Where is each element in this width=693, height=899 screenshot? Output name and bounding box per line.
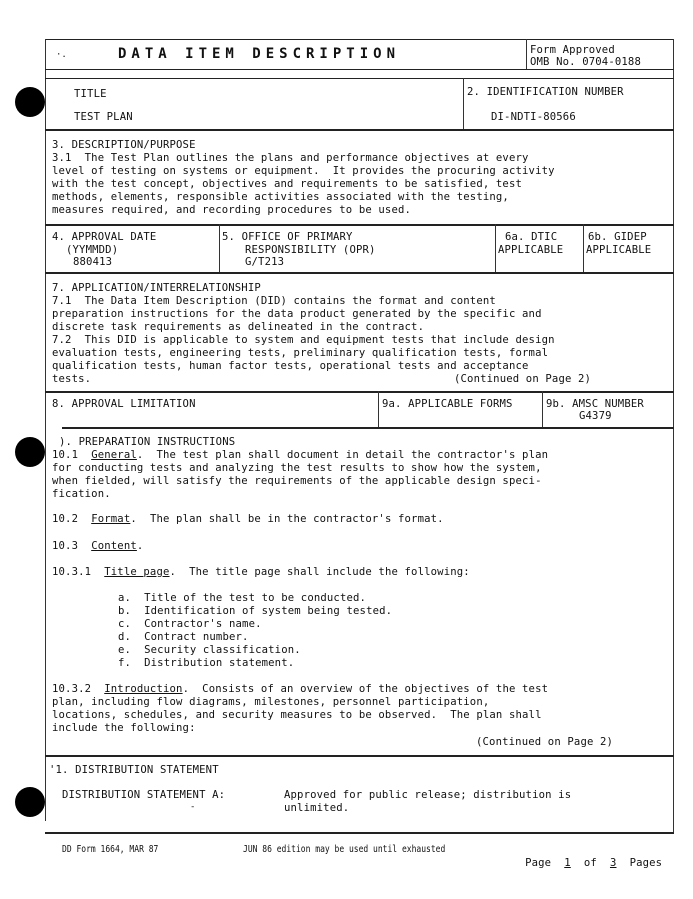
paragraph-10-1-body [52,462,542,501]
opr-label-2: RESPONSIBILITY (OPR) [245,244,376,256]
para-heading: General [91,449,137,461]
distribution-statement-text-1: Approved for public release; distribution is [284,789,572,801]
gidep-applicable-label: 6b. GIDEP [588,231,647,243]
para-text: . The test plan shall document in detail the contractor's plan [136,449,549,461]
punch-hole [15,787,45,817]
text-line: tests. [52,373,92,385]
text-line: preparation instructions for the data product generated by the specific and [52,308,542,320]
text-line: for conducting tests and analyzing the test results to show how the system, [52,462,542,474]
opr-value: G/T213 [245,256,285,268]
para-text: . [136,540,144,552]
text-line: methods, elements, responsible activities associated with the testing, [52,191,509,203]
text-line: qualification tests, human factor tests, operational tests and acceptance [52,360,529,372]
amsc-number-label: 9b. AMSC NUMBER [546,398,644,410]
text-line: when fielded, will satisfy the requirements of the applicable design speci- [52,475,542,487]
text-line: level of testing on systems or equipment. It provides the procuring activity [52,165,555,177]
of-word: of [583,857,597,869]
frame-right-line [673,39,674,834]
paragraph-10-1 [52,449,548,462]
text-line: 7.2 This DID is applicable to system and equipment tests that include design [52,334,555,346]
list-item: e. Security classification. [118,644,301,656]
text-line: discrete task requirements as delineated in the contract. [52,321,425,333]
list-item: f. Distribution statement. [118,657,295,669]
page-total: 3 [609,857,617,869]
continued-note: (Continued on Page 2) [454,373,592,385]
text-line: 7.1 The Data Item Description (DID) contains the format and content [52,295,496,307]
title-value: TEST PLAN [74,111,133,123]
title-label: TITLE [74,88,107,100]
divider [45,69,674,70]
identification-number-label: 2. IDENTIFICATION NUMBER [467,86,624,98]
opr-label: 5. OFFICE OF PRIMARY [222,231,353,243]
divider [583,224,584,272]
title-page-items [118,592,392,670]
header-dot: ·. [56,50,67,60]
frame-bottom-line [45,832,674,834]
divider [378,391,379,427]
form-approved-line1: Form Approved [530,44,615,56]
text-line: locations, schedules, and security measures to be observed. The plan shall [52,709,542,721]
page-word: Page [525,857,552,869]
distribution-statement-label: '1. DISTRIBUTION STATEMENT [49,764,219,776]
page-number: 1 [564,857,571,869]
divider [219,224,220,272]
para-number: 10.3.1 [52,566,92,578]
paragraph-10-3-2 [52,683,548,696]
para-heading: Content [91,540,137,552]
divider [45,129,674,131]
edition-note: JUN 86 edition may be used until exhausted [243,843,446,855]
dtic-applicable-label: 6a. DTIC [505,231,558,243]
frame-left-line [45,39,46,821]
para-heading: Format [91,513,131,525]
divider [45,272,674,274]
frame-top-line [45,39,674,40]
divider [495,224,496,272]
applicable-forms-label: 9a. APPLICABLE FORMS [382,398,513,410]
text-line: 3.1 The Test Plan outlines the plans and performance objectives at every [52,152,529,164]
dash-mark: - [190,802,196,812]
form-id: DD Form 1664, MAR 87 [62,843,159,855]
list-item: a. Title of the test to be conducted. [118,592,367,604]
divider [526,39,527,69]
text-line: include the following: [52,722,196,734]
divider [45,224,674,226]
application-label: 7. APPLICATION/INTERRELATIONSHIP [52,282,261,294]
divider [45,755,674,757]
para-number: 10.3 [52,540,79,552]
distribution-statement-type: DISTRIBUTION STATEMENT A: [62,789,226,801]
description-purpose-text [52,152,555,217]
divider [542,391,543,427]
gidep-applicable-label-2: APPLICABLE [586,244,652,256]
description-purpose-label: 3. DESCRIPTION/PURPOSE [52,139,196,151]
dtic-applicable-label-2: APPLICABLE [498,244,564,256]
para-text: . Consists of an overview of the objectives of the test [182,683,549,695]
punch-hole [15,437,45,467]
para-number: 10.2 [52,513,79,525]
text-line: measures required, and recording procedures to be used. [52,204,412,216]
paragraph-10-3-2-body [52,696,542,735]
divider [463,78,464,130]
approval-limitation-label: 8. APPROVAL LIMITATION [52,398,196,410]
text-line: fication. [52,488,111,500]
continued-note: (Continued on Page 2) [476,736,614,748]
list-item: d. Contract number. [118,631,249,643]
approval-date-label: 4. APPROVAL DATE [52,231,157,243]
para-text: . The title page shall include the following: [169,566,470,578]
divider [45,391,674,393]
list-item: b. Identification of system being tested. [118,605,393,617]
page-indicator [512,844,662,870]
distribution-statement-text-2: unlimited. [284,802,350,814]
text-line: plan, including flow diagrams, milestones, personnel participation, [52,696,490,708]
para-number: 10.3.2 [52,683,92,695]
pages-word: Pages [629,857,663,869]
para-heading: Introduction [104,683,183,695]
divider [45,78,674,79]
approval-date-format: (YYMMDD) [66,244,119,256]
preparation-instructions-label: ). PREPARATION INSTRUCTIONS [59,436,236,448]
punch-hole [15,87,45,117]
identification-number-value: DI-NDTI-80566 [491,111,576,123]
text-line: with the test concept, objectives and requirements to be satisfied, test [52,178,523,190]
omb-number: OMB No. 0704-0188 [530,56,641,68]
para-number: 10.1 [52,449,79,461]
text-line: evaluation tests, engineering tests, preliminary qualification tests, formal [52,347,549,359]
amsc-number-value: G4379 [579,410,612,422]
paragraph-10-3-1 [52,566,470,579]
list-item: c. Contractor's name. [118,618,262,630]
form-title: DATA ITEM DESCRIPTION [118,46,401,62]
para-text: . The plan shall be in the contractor's format. [130,513,444,525]
divider [62,427,674,429]
para-heading: Title page [104,566,170,578]
paragraph-10-2 [52,513,444,526]
paragraph-10-3 [52,540,143,553]
approval-date-value: 880413 [73,256,113,268]
